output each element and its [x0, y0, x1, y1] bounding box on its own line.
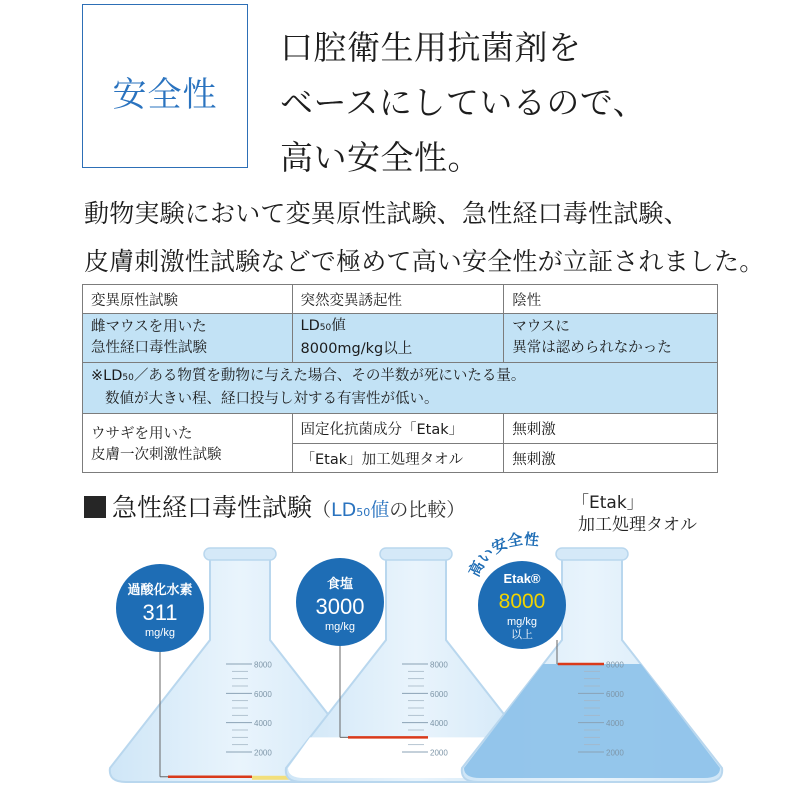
- label-group: [116, 530, 570, 652]
- scale-tick-label: 4000: [430, 719, 448, 729]
- note-prefix: ※LD: [91, 368, 123, 384]
- cell-line: 雌マウスを用いた: [91, 319, 207, 335]
- cell-line: ウサギを用いた: [91, 426, 193, 442]
- scale-tick-label: 2000: [430, 748, 448, 758]
- intro-line: 動物実験において変異原性試験、急性経口毒性試験、: [84, 199, 689, 228]
- safety-badge-label: 安全性: [112, 75, 218, 115]
- flask-rim: [380, 548, 452, 560]
- scale-tick-label: 4000: [606, 719, 624, 729]
- scale-tick-label: 8000: [606, 660, 624, 670]
- flask-rim: [556, 548, 628, 560]
- cell-line: マウスに: [512, 319, 570, 335]
- bubble-text: mg/kg: [507, 616, 537, 628]
- scale-tick-label: 6000: [254, 689, 272, 699]
- table-cell: 無刺激: [504, 444, 718, 473]
- bubble-text: 食塩: [326, 576, 354, 591]
- table-cell: 無刺激: [504, 414, 718, 444]
- table-cell: 変異原性試験: [83, 285, 293, 314]
- note-line: 数値が大きい程、経口投与し対する有害性が低い。: [105, 391, 439, 407]
- bubble-text: mg/kg: [325, 621, 355, 633]
- table-cell: 陰性: [504, 285, 718, 314]
- headline-line: ベースにしているので、: [280, 83, 647, 122]
- ld-subscript: 50: [319, 323, 332, 333]
- ld-suffix: 値: [370, 499, 390, 521]
- note-subscript: 50: [122, 373, 134, 383]
- bubble-text: 311: [142, 600, 178, 625]
- headline-line: 口腔衛生用抗菌剤を: [280, 28, 582, 67]
- bubble-text: 以上: [511, 629, 533, 641]
- scale-tick-label: 8000: [254, 660, 272, 670]
- ld-label: LD: [300, 318, 320, 334]
- ld-text: LD: [331, 499, 357, 521]
- bubble-text: 3000: [315, 594, 365, 619]
- cell-line: 8000mg/kg以上: [300, 341, 413, 357]
- high-safety-text: 高い安全性: [465, 530, 540, 580]
- scale-tick-label: 8000: [430, 660, 448, 670]
- bubble-text: 8000: [498, 590, 546, 613]
- headline-line: 高い安全性。: [280, 138, 481, 177]
- bubble-text: 過酸化水素: [127, 582, 193, 597]
- cell-line: 急性経口毒性試験: [91, 340, 207, 356]
- scale-tick-label: 6000: [430, 689, 448, 699]
- flask-liquid: [464, 664, 720, 778]
- table-cell: 固定化抗菌成分「Etak」: [292, 414, 504, 444]
- scale-tick-label: 2000: [606, 748, 624, 758]
- cell-line: 皮膚一次刺激性試験: [91, 447, 222, 463]
- intro-line: 皮膚刺激性試験などで極めて高い安全性が立証されました。: [84, 247, 765, 276]
- bubble-text: mg/kg: [145, 627, 175, 639]
- cell-line: 異常は認められなかった: [512, 340, 672, 356]
- scale-tick-label: 4000: [254, 719, 272, 729]
- scale-tick-label: 2000: [254, 748, 272, 758]
- chart-title-rest: の比較）: [389, 499, 466, 521]
- flask-group: [110, 548, 722, 782]
- etak-note-line: 加工処理タオル: [578, 515, 697, 535]
- bubble-text: Etak®: [503, 571, 541, 586]
- ld-suffix: 値: [331, 318, 346, 334]
- chart-title-main: 急性経口毒性試験: [112, 493, 313, 522]
- table-cell: 突然変異誘起性: [292, 285, 504, 314]
- table-cell: 「Etak」加工処理タオル: [292, 444, 504, 473]
- ld-subscript: 50: [356, 506, 371, 519]
- flask-rim: [204, 548, 276, 560]
- note-text: ／ある物質を動物に与えた場合、その半数が死にいたる量。: [133, 368, 526, 384]
- etak-note-line: 「Etak」: [572, 493, 644, 513]
- paren: （: [312, 499, 332, 521]
- scale-tick-label: 6000: [606, 689, 624, 699]
